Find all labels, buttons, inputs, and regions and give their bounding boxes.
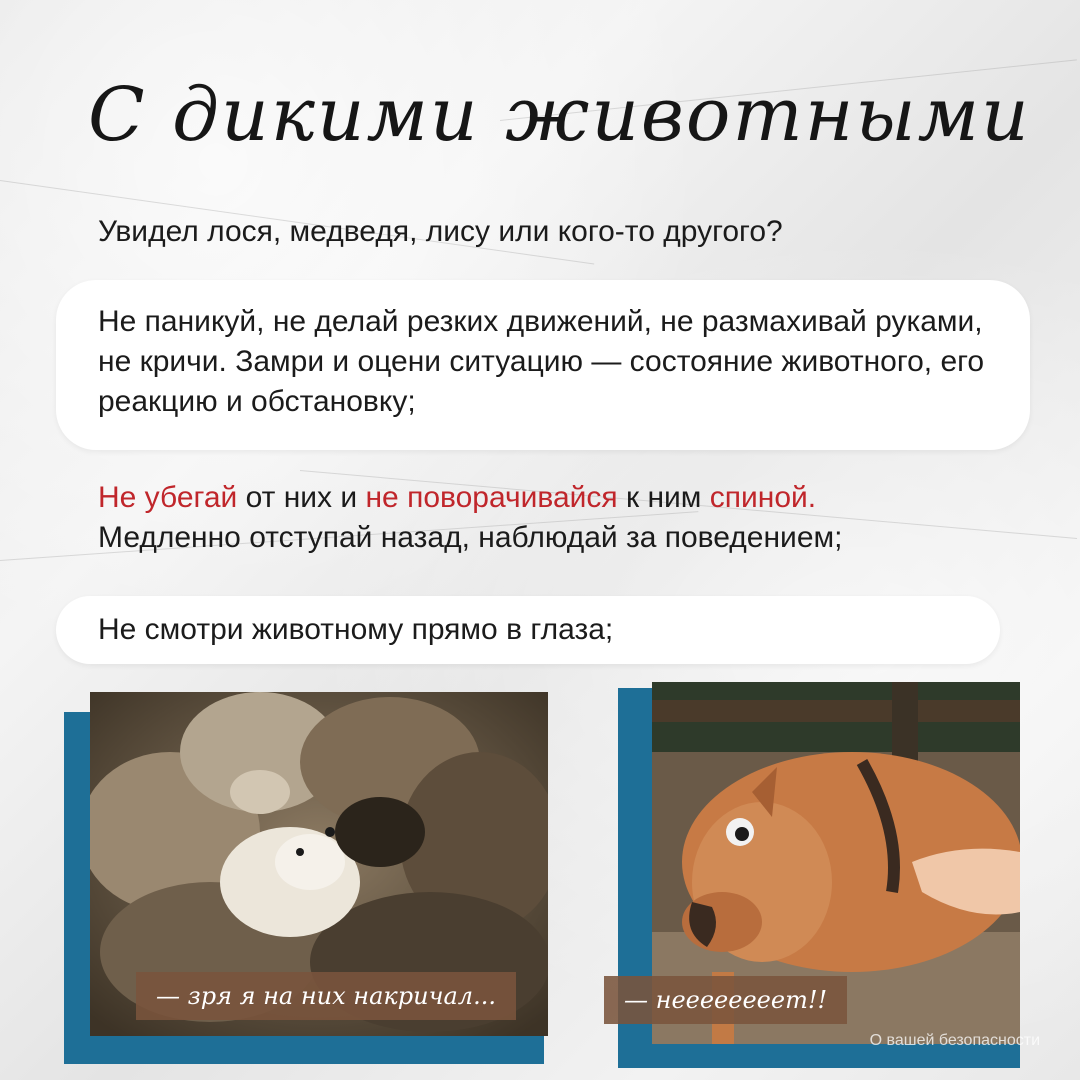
tip-panic-text: Не паникуй, не делай резких движений, не размахивай руками, не кричи. Замри и оцени ситуацию — состояние животного, его реакцию и обстановку; [98,305,985,418]
tip-run-plain-2: к ним [617,481,710,514]
watermark: О вашей безопасности [869,1032,1040,1049]
tip-run-line-2: Медленно отступай назад, наблюдай за поведением; [98,521,843,554]
caption-right: — неееееееет!! [604,976,847,1024]
tip-run-highlight-3: спиной. [709,481,817,514]
caption-left: — зря я на них накричал... [136,972,516,1020]
tip-run-highlight-1: Не убегай [98,481,238,514]
tip-run-plain-1: от них и [237,481,366,514]
question-text: Увидел лося, медведя, лису или кого-то другого? [98,215,783,248]
tip-run-text [98,478,1018,558]
tip-run-highlight-2: не поворачивайся [365,481,618,514]
tip-eyes-text: Не смотри животному прямо в глаза; [98,613,614,646]
page-title: С дикими животными [88,72,1031,158]
